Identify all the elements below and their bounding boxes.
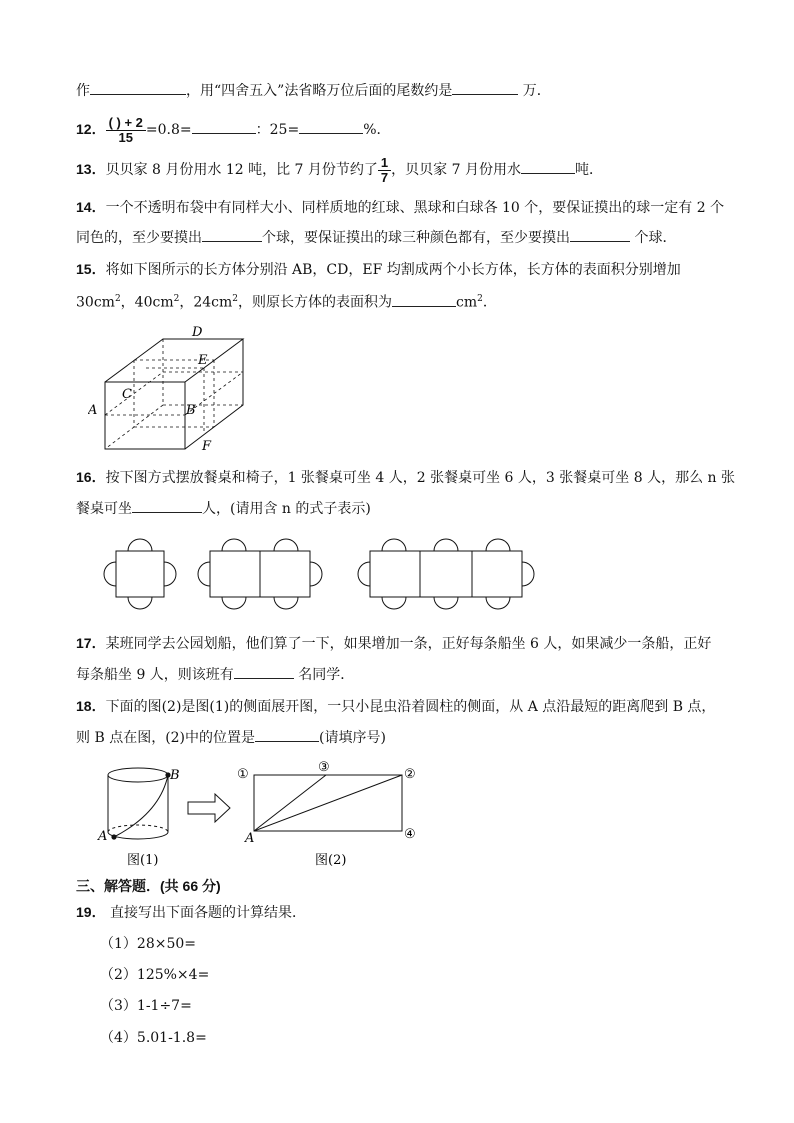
- question-12: [76, 112, 391, 147]
- q15-text-end: ．: [482, 294, 497, 311]
- q16-line-2: [76, 498, 371, 519]
- q12-percent-text: %．: [363, 122, 391, 138]
- chair: [434, 597, 458, 609]
- q14-text-2c: 个球．: [630, 230, 677, 246]
- q19-item-3: （3）1-1÷7=: [100, 998, 192, 1014]
- chair: [222, 539, 246, 551]
- q15-sup-2: 2: [173, 294, 180, 304]
- q15-text-2a: 30cm: [76, 294, 115, 311]
- chair: [382, 597, 406, 609]
- q18-text-2a: 则 B 点在图，(2)中的位置是: [76, 730, 256, 746]
- q19-item-1: （1）28×50=: [100, 936, 196, 952]
- section-3-title: 三、解答题．(共 66 分): [76, 878, 221, 894]
- fig2-label-a: A: [245, 831, 255, 846]
- q14-line-2: [76, 227, 676, 248]
- q14-text-1: 一个不透明布袋中有同样大小、同样质地的红球、黑球和白球各 10 个，要保证摸出的球一定有 2 个: [105, 200, 725, 216]
- fig2-caption: 图(2): [315, 853, 347, 868]
- table-group-1: [104, 539, 176, 609]
- q19-item-4: （4）5.01-1.8=: [100, 1030, 207, 1046]
- q15-line-2: [76, 289, 497, 313]
- q12-fraction: [106, 116, 146, 145]
- q18-number: 18．: [76, 698, 106, 714]
- q15-text-2d: ，则原长方体的表面积为: [238, 294, 393, 311]
- q16-text-2a: 餐桌可坐: [76, 501, 132, 517]
- q13-blank[interactable]: [521, 159, 575, 174]
- q12-number: 12．: [76, 121, 106, 137]
- q17-blank[interactable]: [234, 664, 294, 679]
- q12-frac-denominator: 15: [118, 129, 133, 145]
- q16-line-1: [76, 467, 735, 488]
- tables-figure: [92, 530, 552, 618]
- q13-frac-numerator: 1: [378, 156, 391, 171]
- q18-text-1: 下面的图(2)是图(1)的侧面展开图，一只小昆虫沿着圆柱的侧面，从 A 点沿最短的距离爬到 B 点，: [105, 699, 716, 715]
- chair: [434, 539, 458, 551]
- cuboid-label-c: C: [122, 387, 132, 402]
- point-a: [111, 834, 116, 839]
- q13-text-1: 贝贝家 8 月份用水 12 吨，比 7 月份节约了: [105, 162, 378, 178]
- chair: [486, 597, 510, 609]
- chair: [222, 597, 246, 609]
- fig1-label-a: A: [98, 829, 108, 844]
- q13-text-end: 吨．: [574, 162, 603, 178]
- marker-3: ③: [318, 760, 330, 775]
- arrow-icon: [188, 794, 230, 822]
- q18-line-2: [76, 727, 386, 748]
- q15-text-2c: ，24cm: [179, 294, 233, 311]
- cuboid-front-face: [105, 382, 185, 449]
- table: [420, 551, 472, 597]
- unfolded-rectangle: [254, 775, 402, 831]
- q19-line: [76, 902, 306, 923]
- fig1-label-b: B: [170, 768, 180, 783]
- q11-text-mid: ，用“四舍五入”法省略万位后面的尾数约是: [186, 83, 453, 99]
- q12-blank-2[interactable]: [299, 119, 363, 134]
- q15-sup-4: 2: [477, 294, 483, 304]
- cuboid-label-f: F: [202, 439, 212, 454]
- q15-blank[interactable]: [392, 292, 456, 307]
- cuboid-label-a: A: [88, 403, 98, 418]
- q18-line-1: [76, 696, 715, 717]
- q13-text-2: ，贝贝家 7 月份用水: [391, 162, 521, 178]
- q12-eq-text: =0.8=: [145, 122, 192, 138]
- cuboid-right-face: [185, 339, 243, 449]
- q15-text-2b: ，40cm: [120, 294, 174, 311]
- q12-blank-1[interactable]: [192, 119, 256, 134]
- chair: [522, 562, 534, 586]
- cylinder-figure: [90, 758, 430, 870]
- chair: [310, 562, 322, 586]
- chair: [128, 597, 152, 609]
- q15-sup-3: 2: [232, 294, 239, 304]
- insect-path: [114, 775, 168, 837]
- q14-blank-1[interactable]: [202, 227, 262, 242]
- q17-text-1: 某班同学去公园划船，他们算了一下，如果增加一条，正好每条船坐 6 人，如果减少一条船，正好: [105, 636, 712, 652]
- q17-line-1: [76, 633, 711, 654]
- q14-number: 14．: [76, 199, 106, 215]
- table: [472, 551, 522, 597]
- fig1-caption: 图(1): [127, 853, 159, 868]
- chair: [486, 539, 510, 551]
- chair: [104, 562, 116, 586]
- q15-number: 15．: [76, 261, 106, 277]
- q17-number: 17．: [76, 635, 106, 651]
- q15-sup-1: 2: [114, 294, 121, 304]
- cylinder: [108, 768, 168, 839]
- marker-2: ②: [404, 767, 416, 782]
- q11-blank-1[interactable]: [90, 80, 186, 95]
- q11-text-pre: 作: [76, 83, 90, 99]
- chair: [382, 539, 406, 551]
- cuboid-label-b: B: [186, 403, 196, 418]
- marker-4: ④: [404, 827, 416, 842]
- table: [116, 551, 164, 597]
- q13-frac-denominator: 7: [380, 169, 389, 185]
- q18-blank[interactable]: [255, 727, 319, 742]
- marker-1: ①: [237, 767, 249, 782]
- chair: [164, 562, 176, 586]
- chair: [274, 597, 298, 609]
- q11-continuation: [76, 80, 551, 101]
- chair: [198, 562, 210, 586]
- question-13: [76, 152, 603, 187]
- chair: [128, 539, 152, 551]
- chair: [358, 562, 370, 586]
- q11-blank-2[interactable]: [452, 80, 518, 95]
- q17-line-2: [76, 664, 354, 685]
- q16-blank[interactable]: [132, 498, 202, 513]
- q14-text-2a: 同色的，至少要摸出: [76, 230, 202, 246]
- q16-text-1: 按下图方式摆放餐桌和椅子，1 张餐桌可坐 4 人，2 张餐桌可坐 6 人，3 张餐桌可坐 8 人，那么 n 张: [105, 470, 735, 486]
- q12-frac-numerator: ( ) + 2: [106, 116, 146, 131]
- table: [370, 551, 420, 597]
- q14-text-2b: 个球，要保证摸出的球三种颜色都有，至少要摸出: [262, 230, 570, 246]
- q16-text-2b: 人，(请用含 n 的式子表示): [202, 501, 371, 517]
- q17-text-2a: 每条船坐 9 人，则该班有: [76, 667, 234, 683]
- q13-fraction: [378, 156, 391, 185]
- q19-item-2: （2）125%×4=: [100, 967, 210, 983]
- q11-text-end: 万．: [522, 83, 551, 99]
- q15-line-1: [76, 259, 681, 280]
- table-group-3: [358, 539, 534, 609]
- table-group-2: [198, 539, 322, 609]
- q15-text-1: 将如下图所示的长方体分别沿 AB，CD，EF 均割成两个小长方体，长方体的表面积分别增加: [105, 262, 681, 278]
- cuboid-top-face: [105, 339, 243, 382]
- q16-number: 16．: [76, 469, 106, 485]
- q15-unit: cm: [456, 294, 478, 311]
- chair: [274, 539, 298, 551]
- q13-number: 13．: [76, 161, 106, 177]
- table: [260, 551, 310, 597]
- q12-colon-text: ：25=: [255, 122, 300, 138]
- cuboid-label-e: E: [198, 353, 208, 368]
- q19-number: 19．: [76, 904, 106, 920]
- q17-text-2b: 名同学．: [293, 667, 355, 683]
- cuboid-figure: [88, 322, 258, 457]
- table: [210, 551, 260, 597]
- q14-blank-2[interactable]: [570, 227, 630, 242]
- cuboid-label-d: D: [192, 325, 203, 340]
- q19-text: 直接写出下面各题的计算结果．: [105, 905, 307, 921]
- q18-text-2b: (请填序号): [319, 730, 386, 746]
- q14-line-1: [76, 197, 724, 218]
